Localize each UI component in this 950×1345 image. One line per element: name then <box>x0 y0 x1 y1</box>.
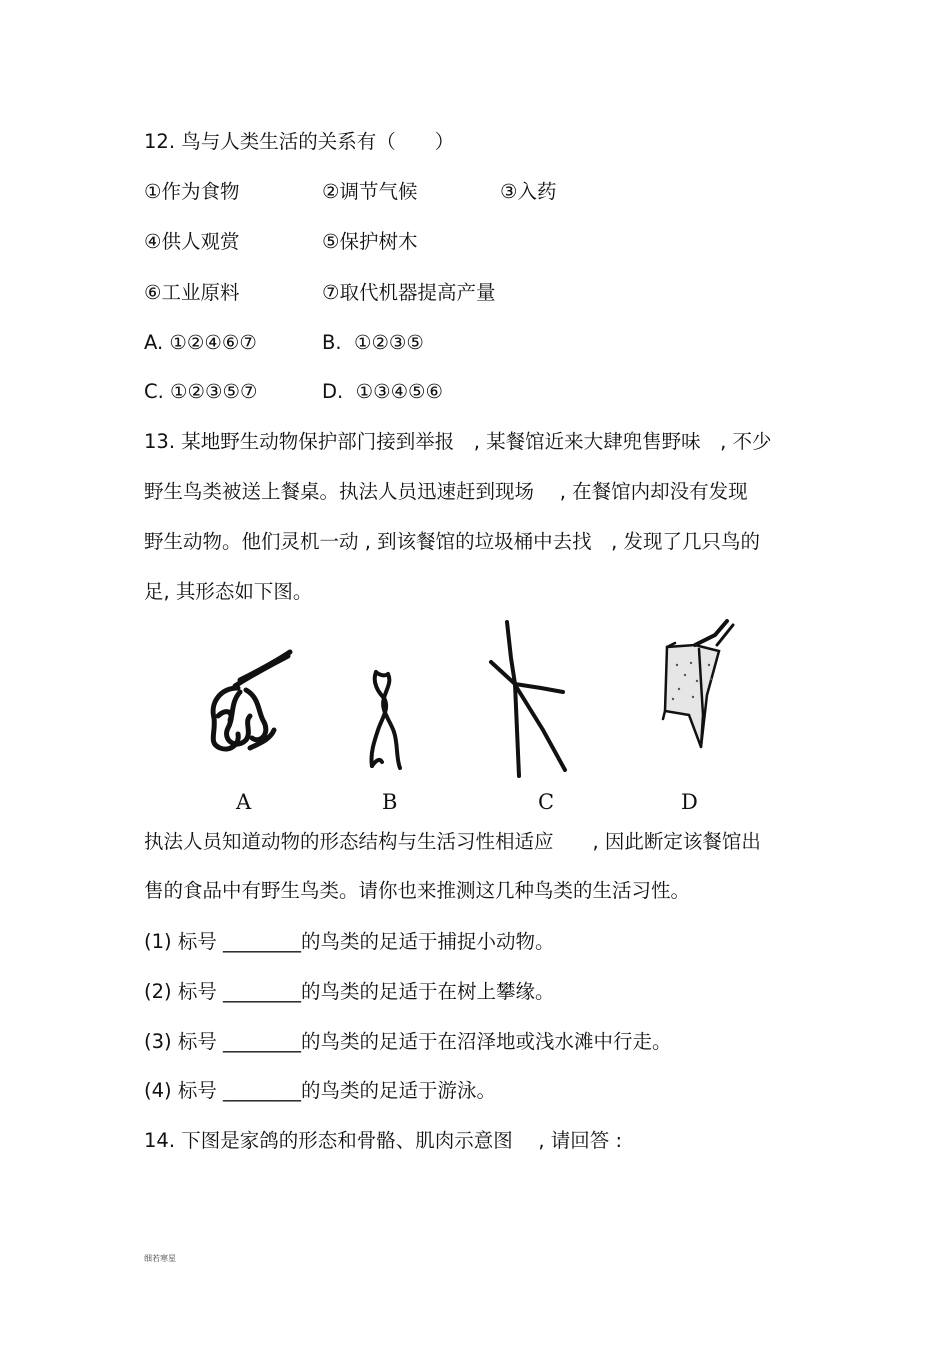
q12-choice-c: C. ①②③⑤⑦ <box>144 380 258 403</box>
q13-sub-question-1: (1) 标号 ________的鸟类的足适于捕捉小动物。 <box>144 930 555 953</box>
bird-foot-b-image <box>360 668 410 773</box>
q13-line-4: 足, 其形态如下图。 <box>144 580 313 603</box>
q12-option-1: ①作为食物 <box>144 180 240 203</box>
q13-sub-question-2: (2) 标号 ________的鸟类的足适于在树上攀缘。 <box>144 980 555 1003</box>
page-footer: 细若寒星 <box>144 1254 176 1263</box>
figure-label-c: C <box>538 790 555 814</box>
q13-sub-question-4: (4) 标号 ________的鸟类的足适于游泳。 <box>144 1079 497 1102</box>
q13-line-3: 野生动物。他们灵机一动 , 到该餐馆的垃圾桶中去找 , 发现了几只鸟的 <box>144 530 760 553</box>
bird-foot-a-image <box>200 648 295 763</box>
q12-choice-b: B. ①②③⑤ <box>322 331 424 354</box>
q12-choice-d: D. ①③④⑤⑥ <box>322 380 444 403</box>
q13-line-2: 野生鸟类被送上餐桌。执法人员迅速赶到现场 , 在餐馆内却没有发现 <box>144 480 748 503</box>
bird-foot-c-image <box>485 618 570 778</box>
q12-option-7: ⑦取代机器提高产量 <box>322 281 496 304</box>
q12-option-6: ⑥工业原料 <box>144 281 240 304</box>
q12-option-5: ⑤保护树木 <box>322 230 418 253</box>
q13-line-1: 13. 某地野生动物保护部门接到举报 , 某餐馆近来大肆兜售野味 , 不少 <box>144 430 772 453</box>
q12-stem: 12. 鸟与人类生活的关系有（ ） <box>144 130 455 153</box>
q12-option-4: ④供人观赏 <box>144 230 240 253</box>
figure-label-d: D <box>681 790 698 814</box>
q13-sub-question-3: (3) 标号 ________的鸟类的足适于在沼泽地或浅水滩中行走。 <box>144 1030 672 1053</box>
q12-choice-a: A. ①②④⑥⑦ <box>144 331 257 354</box>
figure-label-a: A <box>236 790 252 814</box>
figure-label-b: B <box>382 790 398 814</box>
q12-option-2: ②调节气候 <box>322 180 418 203</box>
q14-stem: 14. 下图是家鸽的形态和骨骼、肌肉示意图 , 请回答 : <box>144 1129 623 1152</box>
q13-after-line-2: 售的食品中有野生鸟类。请你也来推测这几种鸟类的生活习性。 <box>144 879 691 902</box>
q12-option-3: ③入药 <box>500 180 557 203</box>
bird-foot-d-image <box>655 615 745 755</box>
q13-after-line-1: 执法人员知道动物的形态结构与生活习性相适应 , 因此断定该餐馆出 <box>144 830 761 853</box>
